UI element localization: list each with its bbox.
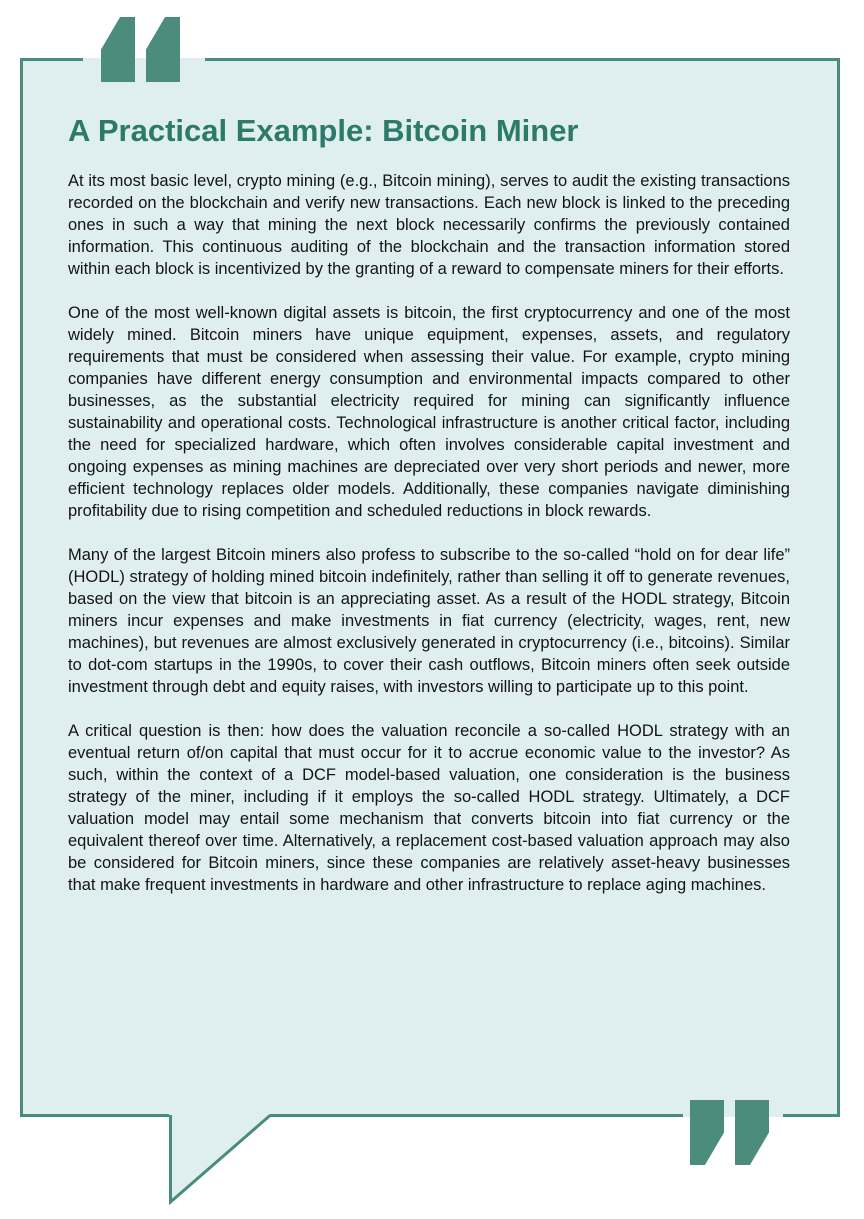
close-quote-mark-right xyxy=(690,1100,724,1165)
section-title: A Practical Example: Bitcoin Miner xyxy=(68,113,579,148)
open-quote-icon xyxy=(101,17,180,82)
close-quote-mark-left xyxy=(735,1100,769,1165)
speech-bubble-tail xyxy=(169,1114,275,1208)
close-quote-icon xyxy=(690,1100,769,1165)
paragraph-4: A critical question is then: how does the valuation reconcile a so-called HODL strategy with an eventual return of/on capital that must occur for it to accrue economic value to the investor? As such, within the context of a DCF model-based valuation, one consideration is the business strategy of the miner, including if it employs the so-called HODL strategy. Ultimately, a DCF valuation model may entail some mechanism that converts bitcoin into fiat currency or the equivalent thereof over time. Alternatively, a replacement cost-based valuation approach may also be considered for Bitcoin miners, since these companies are relatively asset-heavy businesses that make frequent investments in hardware and other infrastructure to replace aging machines. xyxy=(68,722,790,895)
paragraph-1: At its most basic level, crypto mining (e.g., Bitcoin mining), serves to audit the existing transactions recorded on the blockchain and verify new transactions. Each new block is linked to the preceding ones in such a way that mining the next block necessarily confirms the previously contained information. This continuous auditing of the blockchain and the transaction information stored within each block is incentivized by the granting of a reward to compensate miners for their efforts. xyxy=(68,172,790,279)
paragraph-2: One of the most well-known digital assets is bitcoin, the first cryptocurrency and one of the most widely mined. Bitcoin miners have unique equipment, expenses, assets, and regulatory requirements that must be considered when assessing their value. For example, crypto mining companies have different energy consumption and environmental impacts compared to other businesses, as the substantial electricity required for mining can significantly influence sustainability and operational costs. Technological infrastructure is another critical factor, including the need for specialized hardware, which often involves considerable capital investment and ongoing expenses as mining machines are depreciated over very short periods and newer, more efficient technology replaces older models. Additionally, these companies navigate diminishing profitability due to rising competition and scheduled reductions in block rewards. xyxy=(68,304,790,521)
quote-content xyxy=(68,112,790,896)
paragraph-3: Many of the largest Bitcoin miners also profess to subscribe to the so-called “hold on for dear life” (HODL) strategy of holding mined bitcoin indefinitely, rather than selling it off to generate revenues, based on the view that bitcoin is an appreciating asset. As a result of the HODL strategy, Bitcoin miners incur expenses and make investments in fiat currency (electricity, wages, rent, new machines), but revenues are almost exclusively generated in cryptocurrency (i.e., bitcoins). Similar to dot-com startups in the 1990s, to cover their cash outflows, Bitcoin miners often seek outside investment through debt and equity raises, with investors willing to participate up to this point. xyxy=(68,546,790,697)
open-quote-mark-right xyxy=(146,17,180,82)
open-quote-mark-left xyxy=(101,17,135,82)
